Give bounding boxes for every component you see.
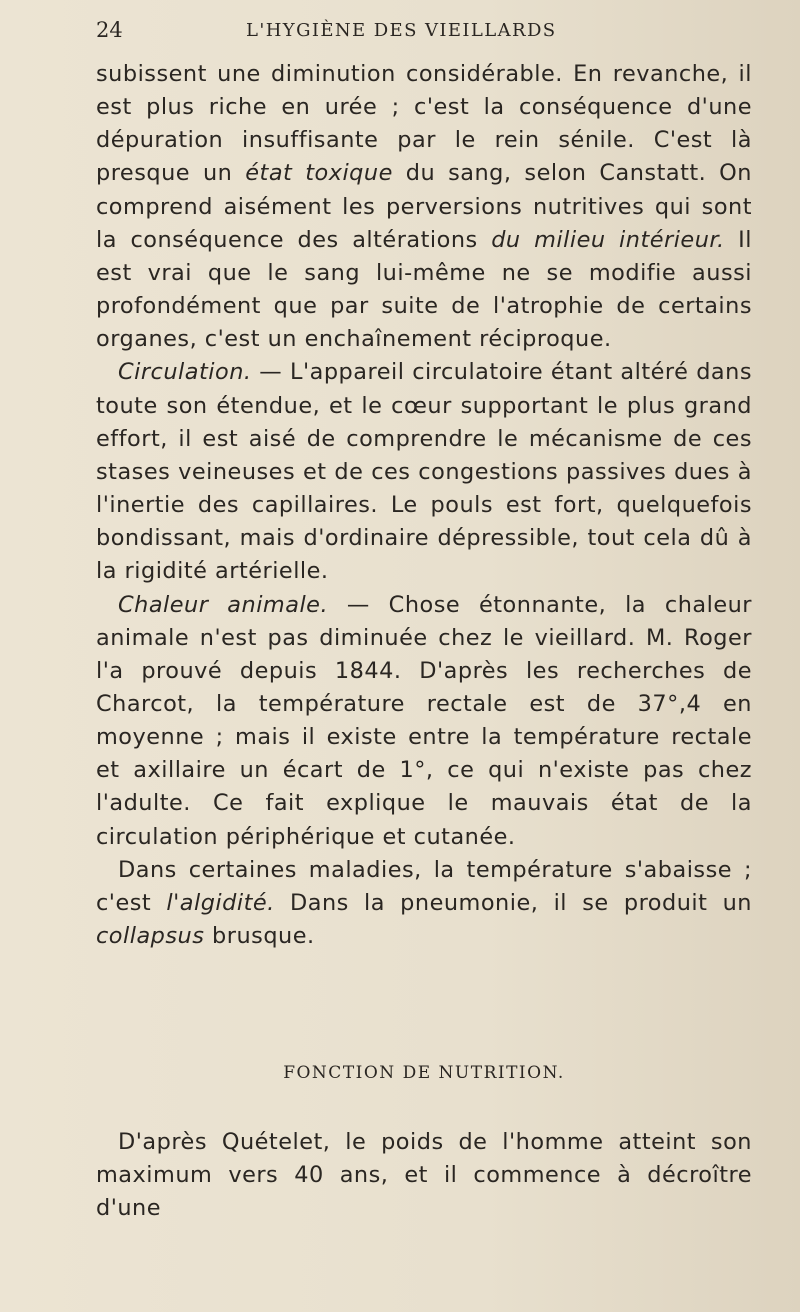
- page-number: 24: [96, 18, 123, 42]
- page-header: [96, 18, 746, 48]
- section-heading: FONCTION DE NUTRITION.: [283, 1063, 565, 1083]
- paragraph-algidite: Dans certaines maladies, la température s'abaisse ; c'est l'algidité. Dans la pneumonie, il se produit un collapsus brusque.: [96, 856, 752, 950]
- subsection-title-circulation: Circulation.: [118, 359, 252, 386]
- paragraph-quetelet: D'après Quételet, le poids de l'homme atteint son maximum vers 40 ans, et il commence à décroître d'une: [96, 1129, 752, 1222]
- paragraph-circulation: Circulation. — L'appareil circulatoire étant altéré dans toute son étendue, et le cœur supportant le plus grand effort, il est aisé de comprendre le mécanisme de ces stases veineuses et de ces congestions passives dues à l'inertie des capillaires. Le pouls est fort, quelquefois bondissant, mais d'ordinaire dépressible, tout cela dû à la rigidité artérielle.: [96, 359, 752, 585]
- running-title: L'HYGIÈNE DES VIEILLARDS: [246, 20, 557, 41]
- body-text: [96, 58, 752, 953]
- paragraph-blood: subissent une diminution considérable. En revanche, il est plus riche en urée ; c'est la conséquence d'une dépuration insuffisante par le rein sénile. C'est là presque un état toxique du sang, selon Canstatt. On comprend aisément les perversions nutritives qui sont la conséquence des altérations du milieu intérieur. Il est vrai que le sang lui-même ne se modifie aussi profondément que par suite de l'atrophie de certains organes, c'est un enchaînement réciproque.: [96, 61, 753, 353]
- subsection-title-chaleur: Chaleur animale.: [118, 591, 329, 618]
- body-text-continued: [96, 1126, 752, 1225]
- paragraph-chaleur: Chaleur animale. — Chose étonnante, la chaleur animale n'est pas diminuée chez le vieillard. M. Roger l'a prouvé depuis 1844. D'après les recherches de Charcot, la température rectale est de 37°,4 en moyenne ; mais il existe entre la température rectale et axillaire un écart de 1°, ce qui n'existe pas chez l'adulte. Ce fait explique le mauvais état de la circulation périphérique et cutanée.: [96, 591, 752, 850]
